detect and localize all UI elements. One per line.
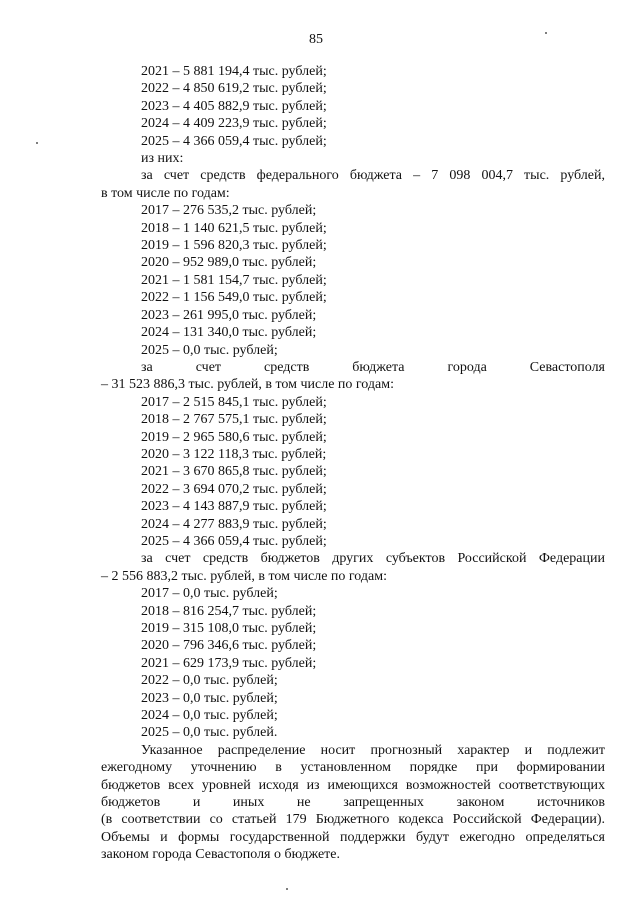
heading-word: за (141, 359, 153, 375)
list-item: 2019 – 2 965 580,6 тыс. рублей; (141, 429, 327, 445)
list-item: 2021 – 3 670 865,8 тыс. рублей; (141, 464, 327, 480)
paragraph-line: (в соответствии со статьей 179 Бюджетного кодекса Российской Федерации). (101, 812, 605, 828)
document-body (101, 63, 605, 864)
scan-speck (545, 32, 547, 34)
heading-word: средств (264, 359, 310, 375)
list-item: 2017 – 276 535,2 тыс. рублей; (141, 203, 317, 219)
list-item: из них: (141, 151, 184, 167)
list-item: 2024 – 0,0 тыс. рублей; (141, 708, 278, 724)
list-item: 2020 – 952 989,0 тыс. рублей; (141, 255, 317, 271)
paragraph-line: законом города Севастополя о бюджете. (101, 847, 341, 863)
list-item: 2022 – 3 694 070,2 тыс. рублей; (141, 481, 327, 497)
list-item: 2021 – 5 881 194,4 тыс. рублей; (141, 64, 327, 79)
list-item: 2020 – 3 122 118,3 тыс. рублей; (141, 446, 327, 462)
list-item: 2024 – 4 409 223,9 тыс. рублей; (141, 116, 327, 132)
list-item: 2018 – 1 140 621,5 тыс. рублей; (141, 220, 327, 236)
list-item: 2021 – 629 173,9 тыс. рублей; (141, 655, 317, 671)
paragraph-line: ежегодному уточнению в установленном порядке при формировании (101, 760, 605, 776)
year-list-total (101, 63, 605, 167)
list-item: 2024 – 4 277 883,9 тыс. рублей; (141, 516, 327, 532)
paragraph-line: бюджетов всех уровней исходя из имеющихся возможностей соответствующих (101, 777, 605, 793)
heading-word: счет (195, 359, 222, 375)
paragraph-line: бюджетов и иных не запрещенных законом источников (101, 795, 605, 811)
list-item: 2023 – 4 405 882,9 тыс. рублей; (141, 98, 327, 114)
list-item: 2017 – 2 515 845,1 тыс. рублей; (141, 394, 327, 410)
list-item: 2019 – 315 108,0 тыс. рублей; (141, 621, 317, 636)
list-item: 2022 – 0,0 тыс. рублей; (141, 673, 278, 689)
list-item: 2024 – 131 340,0 тыс. рублей; (141, 325, 317, 341)
scan-speck (36, 142, 38, 144)
list-item: 2025 – 0,0 тыс. рублей. (141, 725, 278, 741)
list-item: 2022 – 1 156 549,0 тыс. рублей; (141, 290, 327, 306)
list-item: 2017 – 0,0 тыс. рублей; (141, 586, 278, 602)
paragraph-line: Объемы и формы государственной поддержки будут ежегодно определяться (101, 829, 605, 845)
list-item: 2018 – 2 767 575,1 тыс. рублей; (141, 412, 327, 428)
list-item: 2018 – 816 254,7 тыс. рублей; (141, 603, 317, 619)
list-item: 2025 – 4 366 059,4 тыс. рублей; (141, 133, 327, 149)
distribution-note-paragraph (101, 742, 605, 864)
heading-word: города (447, 359, 487, 375)
list-item: 2020 – 796 346,6 тыс. рублей; (141, 638, 317, 654)
page-number: 85 (309, 32, 323, 47)
heading-word: бюджета (352, 359, 405, 375)
scan-speck (286, 888, 288, 890)
city-budget-section (101, 359, 605, 550)
heading-word: Севастополя (529, 359, 605, 375)
city-heading-cont: – 31 523 886,3 тыс. рублей, в том числе по годам: (101, 377, 394, 393)
paragraph-line: Указанное распределение носит прогнозный характер и подлежит (141, 742, 605, 758)
other-heading: за счет средств бюджетов других субъектов Российской Федерации (141, 551, 605, 567)
list-item: 2019 – 1 596 820,3 тыс. рублей; (141, 238, 327, 254)
list-item: 2023 – 261 995,0 тыс. рублей; (141, 307, 317, 323)
list-item: 2025 – 4 366 059,4 тыс. рублей; (141, 533, 327, 549)
other-subjects-budget-section (101, 550, 605, 741)
other-heading-cont: – 2 556 883,2 тыс. рублей, в том числе по годам: (101, 568, 387, 584)
federal-heading: за счет средств федерального бюджета – 7 098 004,7 тыс. рублей, (141, 168, 605, 184)
federal-heading-cont: в том числе по годам: (101, 185, 230, 201)
list-item: 2023 – 4 143 887,9 тыс. рублей; (141, 499, 327, 515)
list-item: 2025 – 0,0 тыс. рублей; (141, 342, 278, 358)
city-heading (101, 359, 605, 376)
list-item: 2021 – 1 581 154,7 тыс. рублей; (141, 272, 327, 288)
federal-budget-section (101, 167, 605, 358)
list-item: 2022 – 4 850 619,2 тыс. рублей; (141, 81, 327, 97)
list-item: 2023 – 0,0 тыс. рублей; (141, 690, 278, 706)
